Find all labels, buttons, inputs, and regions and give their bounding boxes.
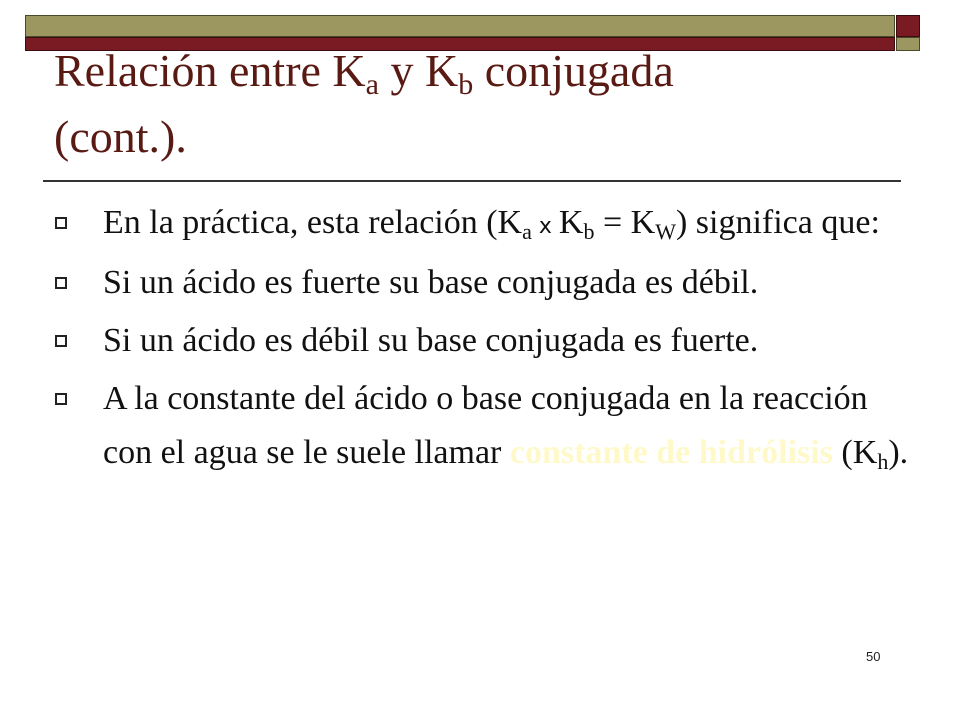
bullet-list [55, 196, 915, 484]
bullet-item-2 [55, 256, 915, 310]
bullet-text: Si un ácido es fuerte su base conjugada es débil. [103, 264, 759, 301]
slide-title: Relación entre $K_a$ y $K_b$ conjugada (cont.). [54, 45, 674, 162]
highlighted-term: constante de hidrólisis [509, 434, 833, 471]
square-bullet-icon [55, 277, 67, 289]
page-number: 50 [866, 649, 881, 664]
header-bar-olive [25, 15, 895, 37]
bullet-item-3 [55, 314, 915, 368]
bullet-item-1 [55, 196, 915, 254]
square-bullet-icon [55, 393, 67, 405]
title-divider [43, 180, 901, 182]
square-bullet-icon [55, 217, 67, 229]
square-bullet-icon [55, 335, 67, 347]
bullet-item-4 [55, 372, 915, 480]
bullet-text: Si un ácido es débil su base conjugada es fuerte. [103, 322, 759, 359]
bullet-text: A la constante del ácido o base conjugada en la reacción con el agua se le suele llamar constante de hidrólisis $(K_h)$. [103, 380, 909, 474]
header-square-maroon [896, 15, 920, 37]
bullet-text: En la práctica, esta relación ($K_a$ x $K_b = K_W$) significa que: [103, 204, 880, 244]
